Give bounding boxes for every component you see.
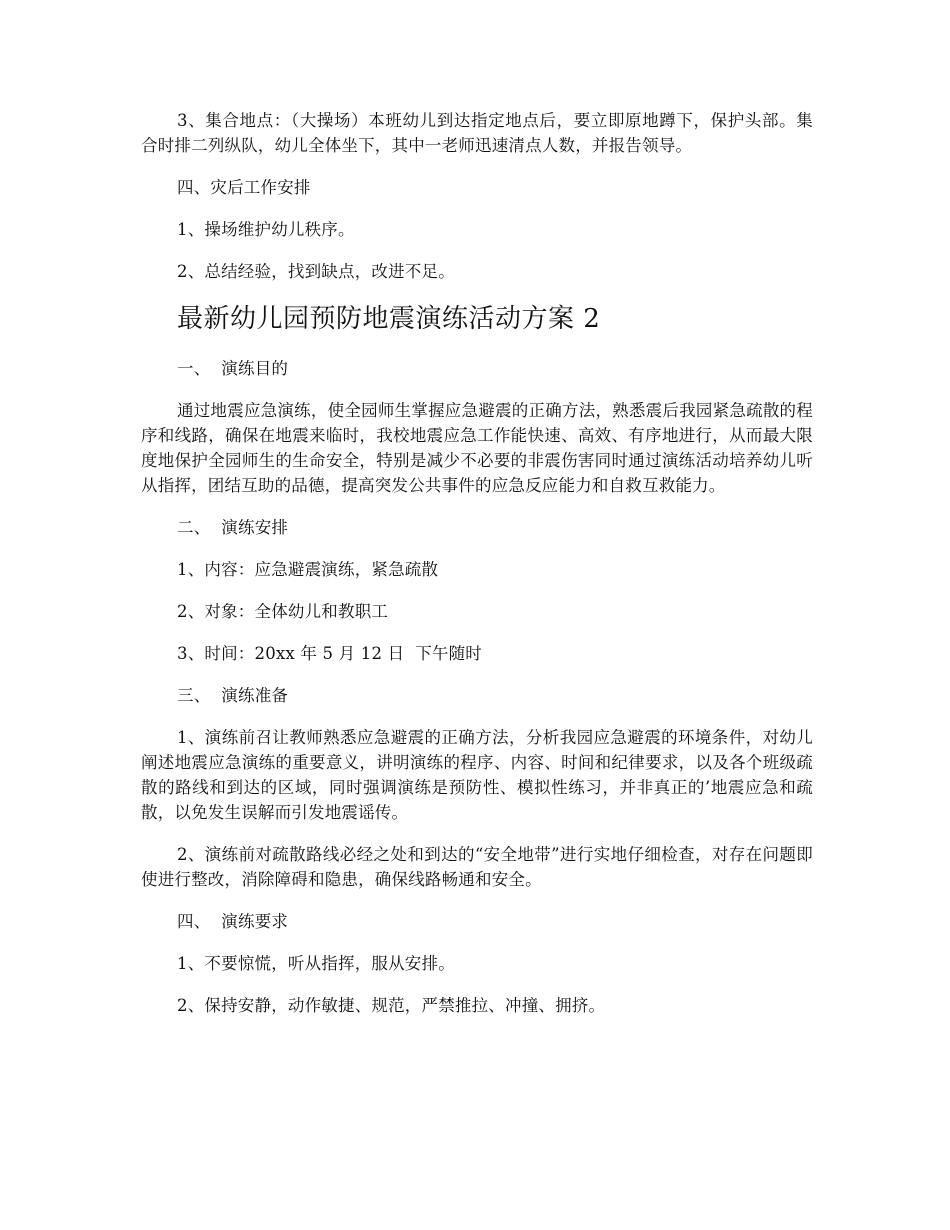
document-title: 最新幼儿园预防地震演练活动方案 2 [177, 304, 601, 334]
section-heading-drill-purpose: 一、 演练目的 [177, 359, 289, 378]
paragraph-assembly-point: 3、集合地点：（大操场）本班幼儿到达指定地点后，要立即原地蹲下，保护头部。集合时排二列纵队，幼儿全体坐下，其中一老师迅速清点人数，并报告领导。 [141, 111, 813, 155]
document-body [141, 108, 813, 1035]
paragraph-drill-purpose: 通过地震应急演练，使全园师生掌握应急避震的正确方法，熟悉震后我园紧急疏散的程序和线路，确保在地震来临时，我校地震应急工作能快速、高效、有序地进行，从而最大限度地保护全园师生的生命安全，特别是减少不必要的非震伤害同时通过演练活动培养幼儿听从指挥，团结互助的品德，提高突发公共事件的应急反应能力和自救互救能力。 [141, 401, 813, 495]
list-item-stay-calm: 1、不要惊慌，听从指挥，服从安排。 [177, 954, 455, 973]
paragraph-preparation-teachers: 1、演练前召让教师熟悉应急避震的正确方法，分析我园应急避震的环境条件，对幼儿阐述地震应急演练的重要意义，讲明演练的程序、内容、时间和纪律要求，以及各个班级疏散的路线和到达的区域，同时强调演练是预防性、模拟性练习，并非真正的’地震应急和疏散，以免发生误解而引发地震谣传。 [141, 728, 813, 822]
paragraph-preparation-routes: 2、演练前对疏散路线必经之处和到达的“安全地带”进行实地仔细检查，对存在问题即使进行整改，消除障碍和隐患，确保线路畅通和安全。 [141, 845, 813, 889]
list-item-playground-order: 1、操场维护幼儿秩序。 [177, 220, 355, 239]
list-item-summarize-experience: 2、总结经验，找到缺点，改进不足。 [177, 262, 455, 281]
list-item-keep-quiet: 2、保持安静，动作敏捷、规范，严禁推拉、冲撞、拥挤。 [177, 996, 606, 1015]
section-heading-drill-requirements: 四、 演练要求 [177, 912, 289, 931]
section-heading-drill-preparation: 三、 演练准备 [177, 686, 289, 705]
list-item-time: 3、时间：20xx 年 5 月 12 日 下午随时 [177, 644, 483, 663]
section-heading-drill-arrangement: 二、 演练安排 [177, 518, 289, 537]
list-item-participants: 2、对象：全体幼儿和教职工 [177, 602, 389, 621]
section-heading-post-disaster: 四、灾后工作安排 [177, 178, 311, 197]
list-item-content: 1、内容：应急避震演练，紧急疏散 [177, 560, 439, 579]
